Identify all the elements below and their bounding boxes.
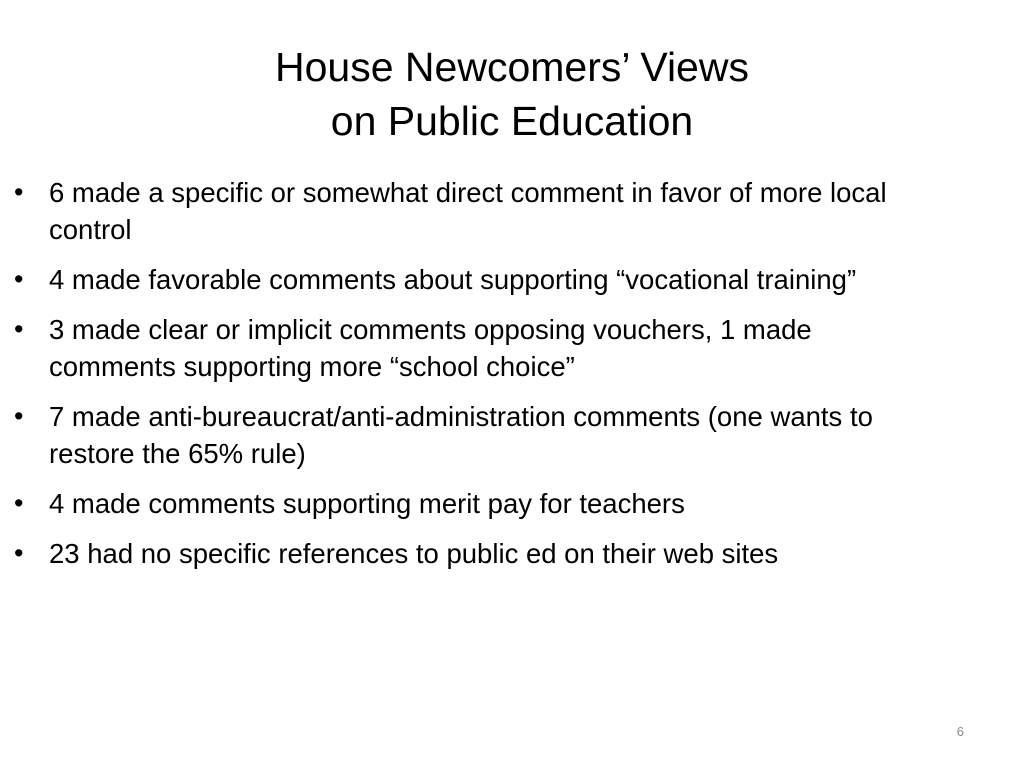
bullet-text: 7 made anti-bureaucrat/anti-administration comments (one wants to restore the 65% rule) xyxy=(49,401,873,469)
slide-title xyxy=(150,40,874,148)
page-number: 6 xyxy=(956,724,964,739)
bullet-text: 4 made comments supporting merit pay for teachers xyxy=(49,488,685,519)
bullet-item xyxy=(8,535,908,572)
bullet-text: 23 had no specific references to public ed on their web sites xyxy=(49,538,779,569)
bullet-item xyxy=(8,174,908,248)
slide-title-line-1: House Newcomers’ Views xyxy=(275,44,749,90)
bullet-icon: • xyxy=(14,314,24,344)
bullet-icon: • xyxy=(14,538,24,568)
bullet-text: 6 made a specific or somewhat direct comment in favor of more local control xyxy=(49,177,887,245)
bullet-icon: • xyxy=(14,488,24,518)
bullet-icon: • xyxy=(14,401,24,431)
bullet-item xyxy=(8,261,908,298)
bullet-list xyxy=(8,174,908,585)
bullet-text: 3 made clear or implicit comments opposing vouchers, 1 made comments supporting more “school choice” xyxy=(49,314,812,382)
bullet-item xyxy=(8,398,908,472)
bullet-icon: • xyxy=(14,177,24,207)
bullet-item xyxy=(8,485,908,522)
bullet-item xyxy=(8,311,908,385)
slide-title-line-2: on Public Education xyxy=(330,98,694,144)
bullet-icon: • xyxy=(14,264,24,294)
bullet-text: 4 made favorable comments about supporting “vocational training” xyxy=(49,264,857,295)
